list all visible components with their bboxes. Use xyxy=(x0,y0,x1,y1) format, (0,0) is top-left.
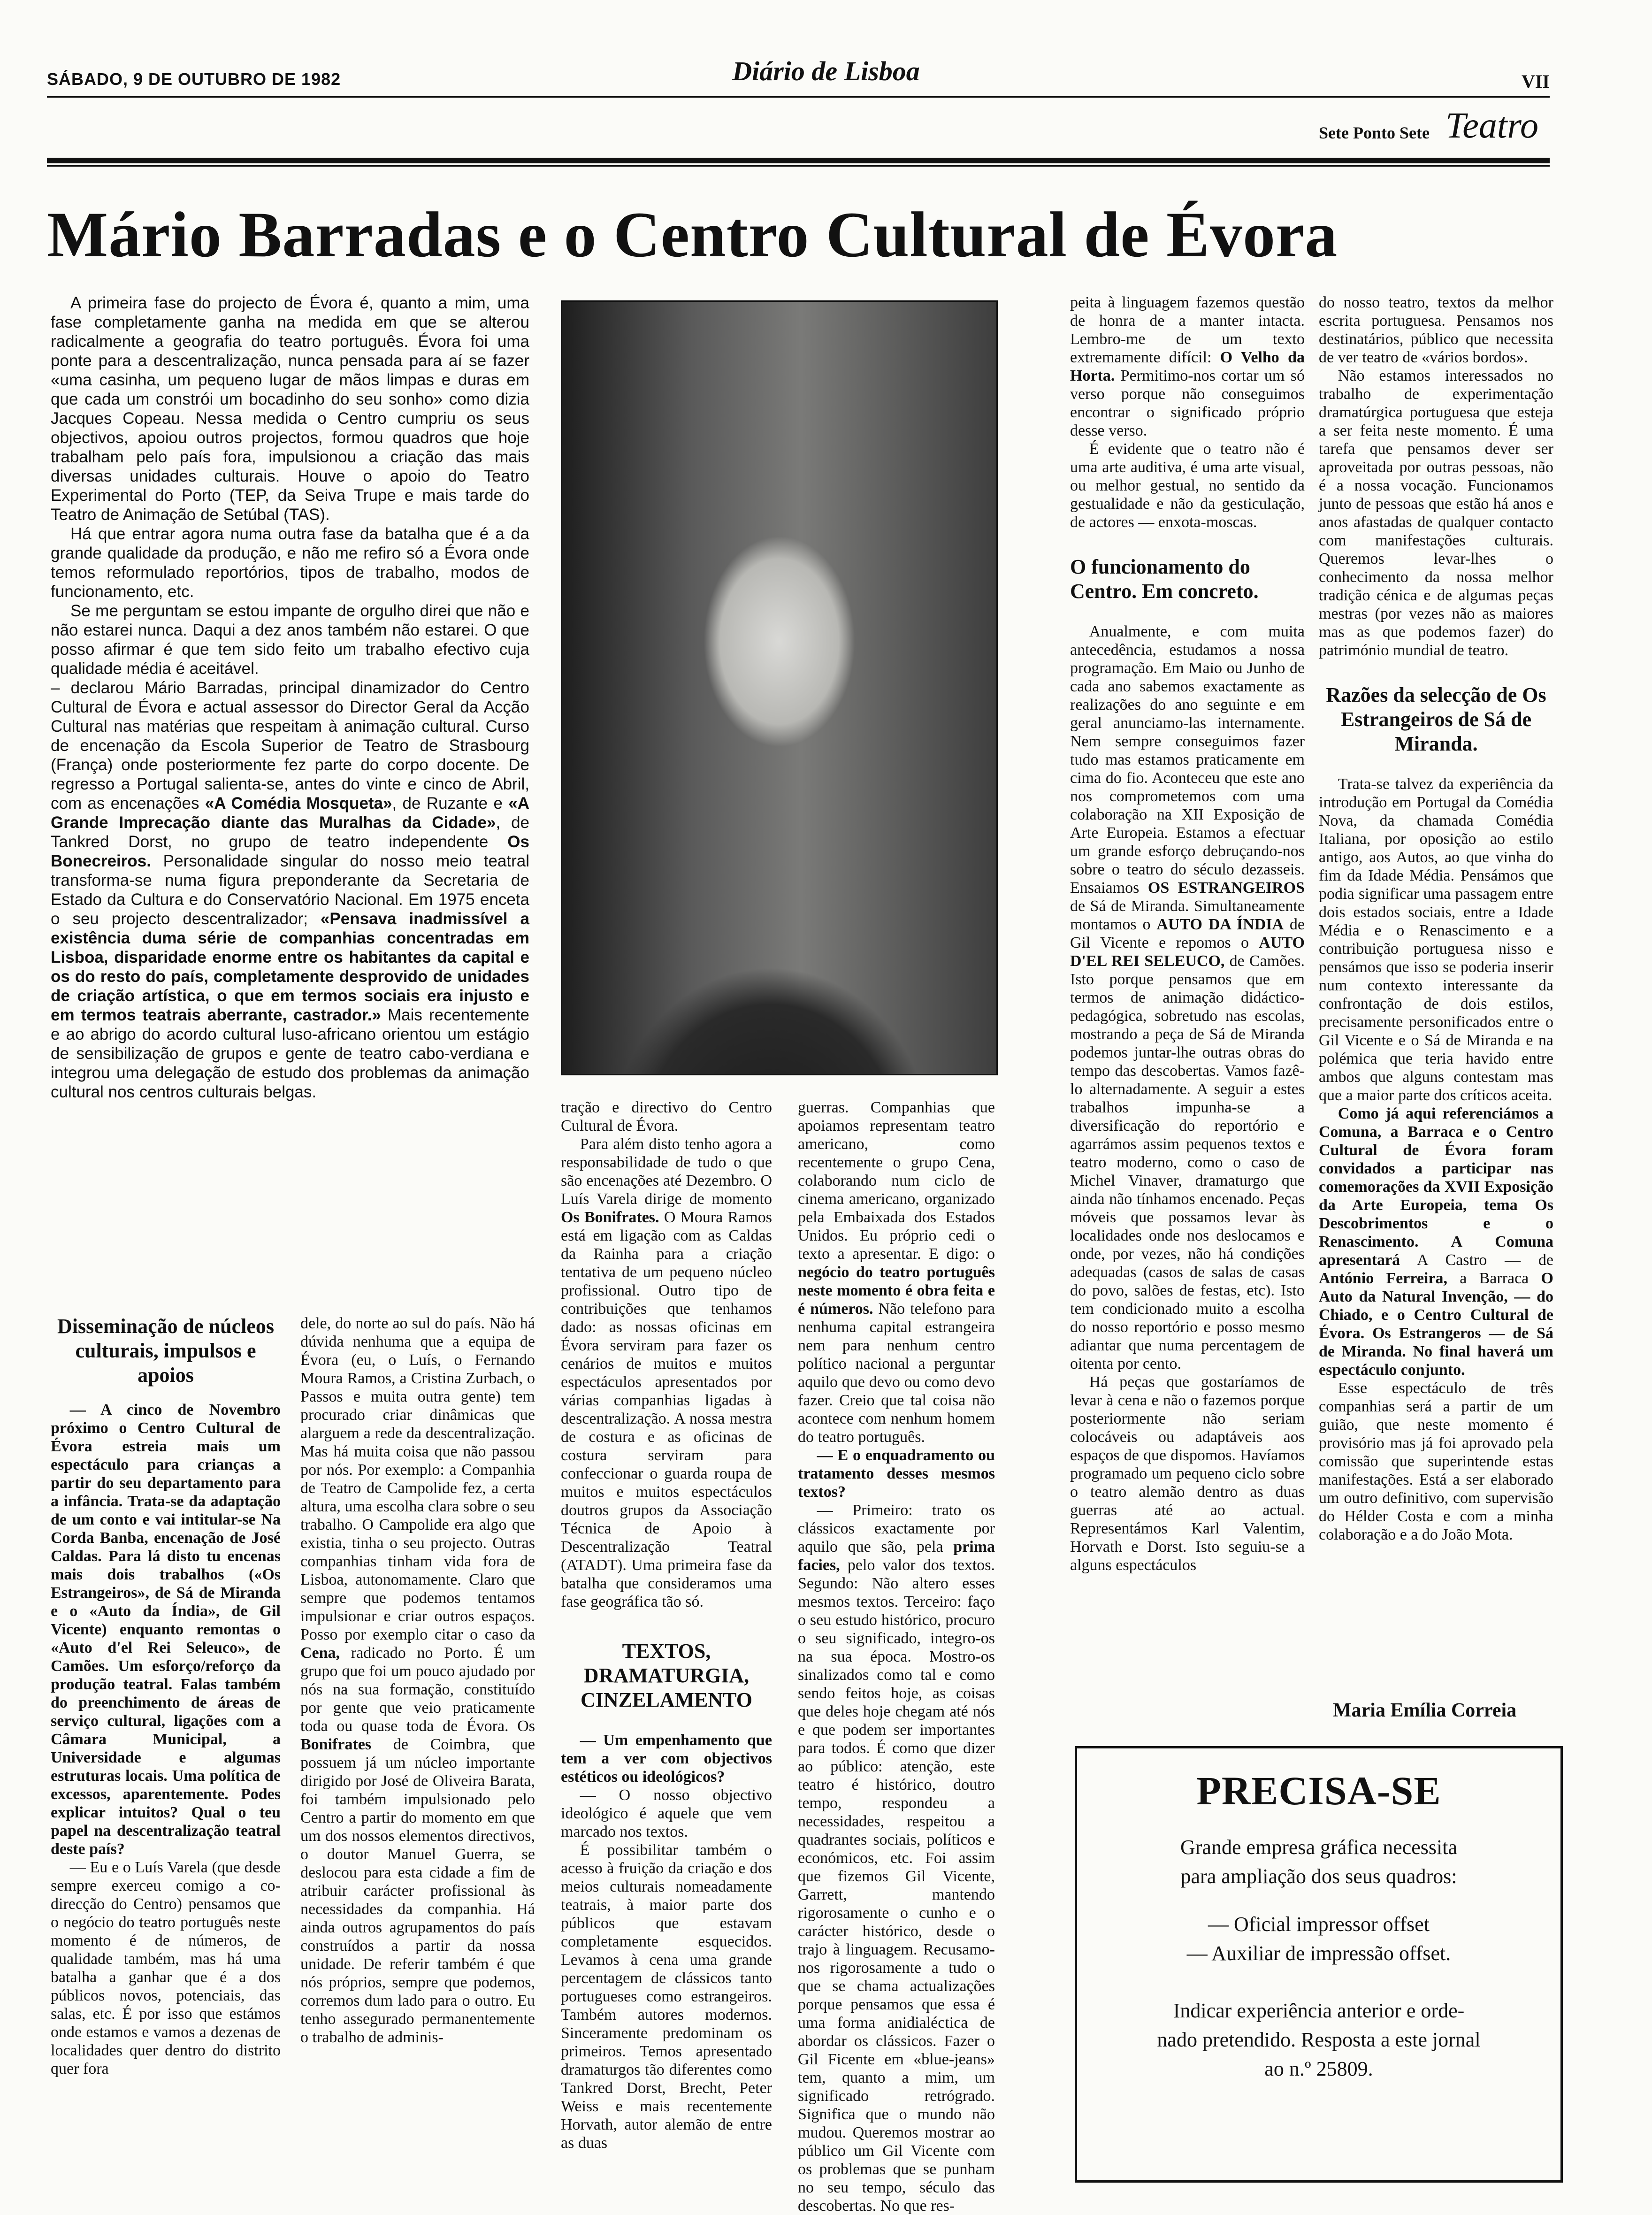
emphasis: negócio do teatro português neste momento é obra feita e é números. xyxy=(798,1264,995,1318)
column-2 xyxy=(300,1314,535,2046)
group-name: Os Bonifrates. xyxy=(561,1209,659,1226)
author-signature: Maria Emília Correia xyxy=(1333,1700,1517,1721)
lead-text: , de Ruzante e xyxy=(392,794,509,812)
section-name: Teatro xyxy=(1446,105,1538,146)
interview-answer xyxy=(798,1501,995,2215)
column-text xyxy=(1070,293,1305,440)
subheading: TEXTOS, DRAMATURGIA, CINZELAMENTO xyxy=(581,1640,752,1711)
ad-text: para ampliação dos seus quadros: xyxy=(1180,1865,1457,1888)
column-text xyxy=(1070,622,1305,1373)
text-run: A Castro — de xyxy=(1400,1251,1553,1269)
lead-text: Mais recentemente e ao abrigo do acordo cultural luso-africano orientou um estágio de sensibilização de grupos e gente de teatro cabo-verdiana e integrou uma delegação de estudo dos problemas da animação cultural nos centros culturais belgas. xyxy=(51,1006,529,1101)
group-name: Bonifrates xyxy=(300,1736,372,1753)
lead-paragraph xyxy=(51,678,529,1102)
ad-text: Grande empresa gráfica necessita xyxy=(1180,1836,1457,1859)
quote-bold: «Pensava inadmissível a existência duma série de companhias concentradas em Lisboa, disparidade enorme entre os habitantes da capital e os do resto do país, completamente desprovido de unidades de criação artística, o que em termos sociais era injusto e em termos teatrais aberrante, castrador.» xyxy=(51,910,529,1024)
play-title: «A Grande Imprecação diante das Muralhas da Cidade» xyxy=(51,794,529,832)
column-text: do nosso teatro, textos da melhor escrita portuguesa. Pensamos nos destinatários, público que necessita de ver teatro de «vários bordos». xyxy=(1319,294,1553,366)
column-3 xyxy=(561,1098,772,2152)
classified-ad xyxy=(1075,1746,1563,2183)
column-6 xyxy=(1319,293,1553,1544)
emphasis: António Ferreira, xyxy=(1319,1270,1447,1287)
play-title: «A Comédia Mosqueta» xyxy=(205,794,392,812)
lead-paragraph: A primeira fase do projecto de Évora é, quanto a mim, uma fase completamente ganha na medida em que se alterou radicalmente a geografia do teatro português. Évora foi uma ponte para a descentralização, nunca pensada para aí se fazer «uma casinha, um pequeno lugar de mãos limpas e duras em que cada um constrói um bocadinho do seu sonho» como dizia Jacques Copeau. Nessa medida o Centro cumpriu os seus objectivos, apoiou outros projectos, formou quadros que hoje trabalham pelo país fora, impulsionou a criação das mais diversas unidades culturais. Houve o apoio do Teatro Experimental do Porto (TEP, da Seiva Trupe e mais tarde do Teatro de Animação de Setúbal (TAS). xyxy=(51,294,529,524)
lead-text: – declarou Mário Barradas, principal dinamizador do Centro Cultural de Évora e actual assessor do Director Geral da Acção Cultural nas matérias que respeitam à animação cultural. Curso de encenação da Escola Superior de Teatro de Strasbourg (França) onde posteriormente fez parte do corpo docente. De regresso a Portugal salienta-se, antes do vinte e cinco de Abril, com as encenações xyxy=(51,679,529,812)
emphasis: prima facies, xyxy=(798,1538,995,1574)
text-run: O Moura Ramos está em ligação com as Caldas da Rainha para a criação tentativa de um pequeno núcleo profissional. Outro tipo de contribuições que tenhamos dado: as nossas oficinas em Évora serviram para fazer os cenários de muitos e muitos espectáculos apresentados por várias companhias ligadas à descentralização. A nossa mestra de costura e as oficinas de costura serviram para confeccionar o guarda roupa de muitos e muitos espectáculos doutros grupos da Associação Técnica de Apoio à Descentralização Teatral (ATADT). Uma primeira fase da batalha que consideramos uma fase geográfica tão só. xyxy=(561,1209,772,1610)
text-run: pelo valor dos textos. Segundo: Não altero esses mesmos textos. Terceiro: faço o seu estudo histórico, procuro o seu significado, integro-os na sua época. Mostro-os sinalizados como tal e como sendo feitos hoje, as coisas que deles hoje chegam até nós e que podem ser importantes para todos. É como que dizer ao público: atenção, este teatro é histórico, doutro tempo, respondeu a necessidades, respeitou a quadrantes sociais, políticos e económicos, etc. Foi assim que fizemos Gil Vicente, Garrett, mantendo rigorosamente o cunho e o carácter histórico, desde o trajo à linguagem. Recusamo-nos rigorosamente a tudo o que se chama actualizações porque pensamos que essa é uma forma anidialéctica de abordar os clássicos. Fazer o Gil Ficente em «blue-jeans» tem, quanto a mim, um significado retrógrado. Significa que o mundo não mudou. Queremos mostrar ao público um Gil Vicente com os problemas que se punham no seu tempo, século das descobertas. No que res- xyxy=(798,1556,995,2215)
lead-paragraph: Há que entrar agora numa outra fase da batalha que é a da grande qualidade da produção, e não me refiro só a Évora onde temos reformulado reportórios, tipos de trabalho, modos de funcionamento, etc. xyxy=(51,525,529,601)
text-run: peita à linguagem fazemos questão de honra de a manter intacta. Lembro-me de um texto extremamente difícil: xyxy=(1070,294,1305,366)
subheading: Razões da selecção de Os Estrangeiros de Sá de Miranda. xyxy=(1326,683,1546,755)
lead-text: Personalidade singular do nosso meio teatral transforma-se numa figura preponderante da Secretaria de Estado da Cultura e do Conservatório Nacional. Em 1975 enceta o seu projecto descentralizador; xyxy=(51,852,529,928)
column-text: tração e directivo do Centro Cultural de Évora. xyxy=(561,1099,772,1134)
play-title: O Velho da Horta. xyxy=(1070,349,1305,384)
newspaper-logo: Diário de Lisboa xyxy=(732,56,920,86)
column-5 xyxy=(1070,293,1305,1574)
column-text: Esse espectáculo de três companhias será a partir de um guião, que neste momento é provisório mas já foi aprovado pela comissão que superintende estas manifestações. Está a ser elaborado um outro definitivo, com supervisão do Hélder Costa e com a minha colaboração e a do João Mota. xyxy=(1319,1380,1553,1543)
text-run: guerras. Companhias que apoiamos representam teatro americano, como recentemente o grupo Cena, colaborando num ciclo de cinema americano, organizado pela Embaixada dos Estados Unidos. Eu próprio cedi o texto a apresentar. E digo: o xyxy=(798,1099,995,1263)
text-run: Para além disto tenho agora a responsabilidade de tudo o que são encenações até Dezembro. O Luís Varela dirige de momento xyxy=(561,1135,772,1208)
column-1 xyxy=(51,1314,281,2078)
subheading: O funcionamento do Centro. Em concreto. xyxy=(1070,555,1259,603)
emphasis: Como já aqui referenciámos a Comuna, a Barraca e o Centro Cultural de Évora foram convidados a participar nas comemorações da XVII Exposição da Arte Europeia, tema Os Descobrimentos e o Renascimento. A Comuna apresentará xyxy=(1319,1105,1553,1269)
column-text: É evidente que o teatro não é uma arte auditiva, é uma arte visual, ou melhor gestual, no sentido da gestualidade e não da gesticulação, de actores — enxota-moscas. xyxy=(1070,440,1305,531)
section-rule xyxy=(47,158,1550,163)
column-text xyxy=(300,1314,535,2046)
emphasis: O Auto da Natural Invenção, — do Chiado, e o Centro Cultural de Évora. Os Estrangeros — de Sá de Miranda. No final haverá um espectáculo conjunto. xyxy=(1319,1270,1553,1379)
text-run: Não telefono para nenhuma capital estrangeira nem para nenhum centro político nacional a perguntar aquilo que devo ou como devo fazer. Creio que tal coisa não acontece com nenhum homem do teatro português. xyxy=(798,1300,995,1446)
lead-text: , de Tankred Dorst, no grupo de teatro independente xyxy=(51,813,529,851)
column-text xyxy=(1319,1104,1553,1379)
subheading: Disseminação de núcleos culturais, impulsos e apoios xyxy=(57,1315,274,1387)
ad-title: PRECISA-SE xyxy=(1196,1768,1441,1813)
text-run: de Sá de Miranda. Simultaneamente montamos o xyxy=(1070,897,1305,933)
column-text xyxy=(561,1135,772,1611)
text-run: de Gil Vicente e repomos o xyxy=(1070,916,1305,951)
ad-text: Indicar experiência anterior e orde- xyxy=(1173,1999,1465,2022)
interview-question: — A cinco de Novembro próximo o Centro Cultural de Évora estreia mais um espectáculo para crianças a partir do seu departamento para a infância. Trata-se da adaptação de um conto e vai intitular-se Na Corda Banba, encenação de José Caldas. Para lá disto tu encenas mais dois trabalhos («Os Estrangeiros», de Sá de Miranda e o «Auto da Índia», de Gil Vicente) enquanto remontas o «Auto d'el Rei Seleuco», de Camões. Um esforço/reforço da produção teatral. Falas também do preenchimento de áreas de serviço cultural, ligações com a Câmara Municipal, a Universidade e algumas estruturas locais. Uma política de excessos, aparentemente. Podes explicar intuitos? Qual o teu papel na descentralização teatral deste país? xyxy=(51,1401,281,1858)
issue-date: SÁBADO, 9 DE OUTUBRO DE 1982 xyxy=(47,69,341,89)
interview-answer: É possibilitar também o acesso à fruição da criação e dos meios culturais nomeadamente teatrais, à maior parte dos públicos que estavam completamente esquecidos. Levamos à cena uma grande percentagem de clássicos tanto portugueses como estrangeiros. Também autores modernos. Sinceramente predominam os primeiros. Temos apresentado dramaturgos tão diferentes como Tankred Dorst, Brecht, Peter Weiss e mais recentemente Horvath, autor alemão de entre as duas xyxy=(561,1841,772,2152)
column-text: Não estamos interessados no trabalho de experimentação dramatúrgica portuguesa que esteja a ser feita neste momento. É uma tarefa que pensamos dever ser aproveitada por outras pessoas, não é a nossa vocação. Funcionamos junto de pessoas que estão há anos e anos afastadas de qualquer contacto com manifestações culturais. Queremos levar-lhes o conhecimento da nossa melhor tradição cénica e de algumas peças mestras (por vezes não as maiores mas as que podemos fazer) do património mundial de teatro. xyxy=(1319,367,1553,659)
group-name: Cena, xyxy=(300,1644,340,1662)
lead-paragraph: Se me perguntam se estou impante de orgulho direi que não e não estarei nunca. Daqui a dez anos também não estarei. O que posso afirmar é que tem sido feito um trabalho efectivo cuja qualidade média é aceitável. xyxy=(51,602,529,678)
ad-item: — Auxiliar de impressão offset. xyxy=(1186,1942,1451,1965)
interview-question: — Um empenhamento que tem a ver com objectivos estéticos ou ideológicos? xyxy=(561,1732,772,1786)
play-title: AUTO D'EL REI SELEUCO, xyxy=(1070,934,1305,970)
portrait-photo xyxy=(561,300,998,1075)
section-rule-thin xyxy=(47,165,1550,167)
top-rule xyxy=(47,96,1550,98)
section-kicker: Sete Ponto Sete xyxy=(1319,123,1430,142)
article-headline: Mário Barradas e o Centro Cultural de Évora xyxy=(47,199,1338,270)
text-run: radicado no Porto. É um grupo que foi um pouco ajudado por nós na sua formação, constituído por gente que veio praticamente toda ou quase toda de Évora. Os xyxy=(300,1644,535,1735)
article-lead xyxy=(51,293,529,1102)
interview-answer: — O nosso objectivo ideológico é aquele que vem marcado nos textos. xyxy=(561,1786,772,1840)
play-title: OS ESTRANGEIROS xyxy=(1147,879,1305,897)
text-run: de Camões. Isto porque pensamos que em termos de animação didáctico-pedagógica, sobretudo nas escolas, mostrando a peça de Sá de Miranda podemos juntar-lhe outras obras do tempo das descobertas. Vamos fazê-lo alternadamente. A seguir a estes trabalhos impunha-se a diversificação do reportório e agarrámos assim pequenos textos e teatro moderno, como o caso de Michel Vinaver, dramaturgo que ainda não tínhamos encenado. Peças móveis que possamos levar às localidades onde nos deslocamos e onde, por vezes, não há condições adequadas (casos de salas de casas do povo, salões de festas, etc). Isto tem condicionado muito a escolha do nosso reportório e posso mesmo adiantar que numa percentagem de oitenta por cento. xyxy=(1070,952,1305,1372)
text-run: — Primeiro: trato os clássicos exactamente por aquilo que são, pela xyxy=(798,1502,995,1556)
group-name: Os Bonecreiros. xyxy=(51,833,529,870)
ad-text: ao n.º 25809. xyxy=(1264,2057,1373,2080)
text-run: Permitimo-nos cortar um só verso porque não conseguimos encontrar o significado próprio desse verso. xyxy=(1070,367,1305,439)
text-run: Anualmente, e com muita antecedência, estudamos a nossa programação. Em Maio ou Junho de cada ano sabemos exactamente as realizações do ano seguinte e em geral anunciamo-las internamente. Nem sempre conseguimos fazer tudo mas estamos praticamente em cima do fio. Aconteceu que este ano nos comprometemos com uma colaboração na XII Exposição de Arte Europeia. Estamos a efectuar um grande esforço debruçando-nos sobre o teatro do século dezasseis. Ensaiamos xyxy=(1070,623,1305,897)
column-4 xyxy=(798,1098,995,2215)
page-number: VII xyxy=(1521,71,1550,92)
interview-answer: — Eu e o Luís Varela (que desde sempre exerceu comigo a co-direcção do Centro) pensamos que o negócio do teatro português neste momento é de números, de qualidade também, mas há uma batalha a ganhar que é a dos públicos novos, potenciais, das salas, etc. É por isso que estámos onde estamos e vamos a dezenas de localidades quer dentro do distrito quer fora xyxy=(51,1859,281,2077)
column-text xyxy=(798,1098,995,1446)
play-title: AUTO DA ÍNDIA xyxy=(1156,916,1284,933)
column-text: Há peças que gostaríamos de levar à cena e não o fazemos porque posteriormente não seriam colocáveis ou adaptáveis aos espaços de que dispomos. Havíamos programado um pequeno ciclo sobre o teatro alemão dentro as duas guerras até ao actual. Representámos Karl Valentim, Horvath e Dorst. Isto seguiu-se a alguns espectáculos xyxy=(1070,1373,1305,1574)
ad-text: nado pretendido. Resposta a este jornal xyxy=(1157,2028,1481,2051)
text-run: a Barraca xyxy=(1447,1270,1541,1287)
ad-item: — Oficial impressor offset xyxy=(1208,1913,1430,1936)
interview-question: — E o enquadramento ou tratamento desses mesmos textos? xyxy=(798,1447,995,1501)
text-run: dele, do norte ao sul do país. Não há dúvida nenhuma que a equipa de Évora (eu, o Luís, o Fernando Moura Ramos, a Cristina Zurbach, o Passos e muita outra gente) tem procurado criar dinâmicas que alarguem a rede da descentralização. Mas há muita coisa que não passou por nós. Por exemplo: a Companhia de Teatro de Campolide fez, a certa altura, uma escolha clara sobre o seu trabalho. O Campolide era algo que existia, tinha o seu projecto. Outras companhias tinham vida fora de Lisboa, autonomamente. Claro que sempre que podemos tentamos impulsionar e criar outros espaços. Posso por exemplo citar o caso da xyxy=(300,1315,535,1643)
column-text: Trata-se talvez da experiência da introdução em Portugal da Comédia Nova, da chamada Comédia Italiana, por oposição ao estilo antigo, aos Autos, ao que vinha do fim da Idade Média. Pensámos que podia significar uma passagem entre dois estados sociais, entre a Idade Média e o Renascimento e a contribuição portuguesa nisso e pensámos que isso se poderia inserir num contexto interessante da confrontação de dois estilos, precisamente personificados entre o Gil Vicente e o Sá de Miranda e na polémica que teria havido entre ambos que alguns contestam mas que a maior parte dos críticos aceita. xyxy=(1319,775,1553,1104)
text-run: de Coimbra, que possuem já um núcleo importante dirigido por José de Oliveira Barata, foi também impulsionado pelo Centro a partir do momento em que um dos nossos elementos directivos, o doutor Manuel Guerra, se deslocou para esta cidade a fim de atribuir carácter profissional às necessidades da companhia. Há ainda outros agrupamentos do país construídos a partir da nossa unidade. De referir também é que nós próprios, sempre que podemos, corremos dum lado para o outro. Eu tenho assegurado permanentemente o trabalho de adminis- xyxy=(300,1736,535,2046)
